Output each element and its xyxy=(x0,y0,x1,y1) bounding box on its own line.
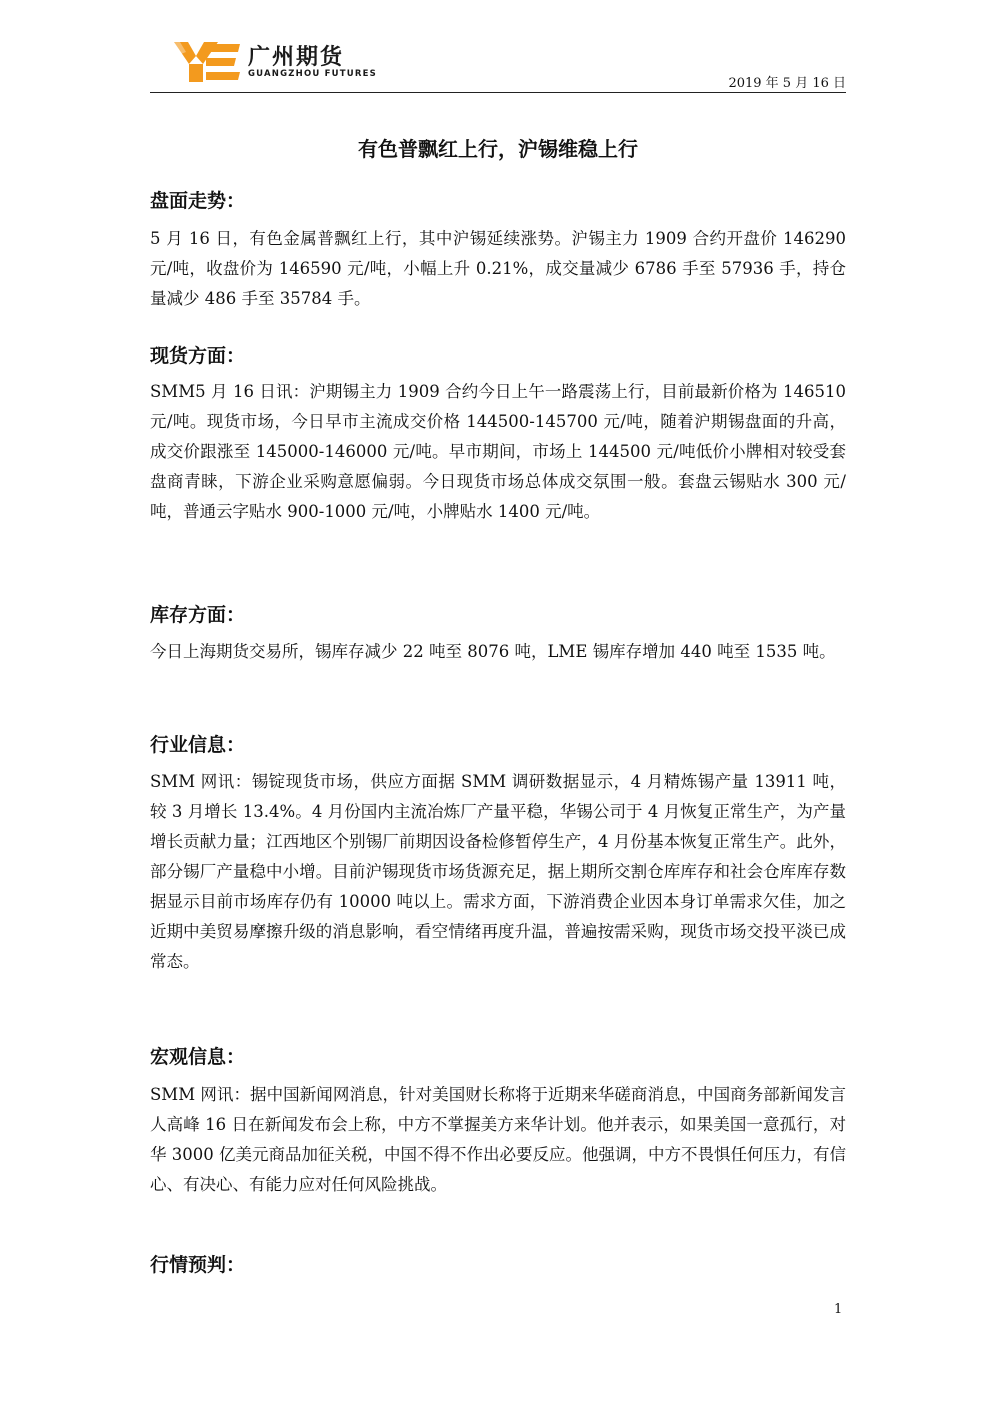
report-date: 2019 年 5 月 16 日 xyxy=(728,76,846,91)
section-heading-outlook: 行情预判： xyxy=(150,1254,246,1276)
company-logo xyxy=(172,40,377,84)
header-divider xyxy=(150,92,846,93)
logo-chinese-name: 广州期货 xyxy=(248,45,345,70)
page-header xyxy=(150,36,846,94)
section-heading-industry: 行业信息： xyxy=(150,734,246,756)
report-title: 有色普飘红上行，沪锡维稳上行 xyxy=(358,137,638,161)
section-heading-market-trend: 盘面走势： xyxy=(150,190,246,212)
section-heading-macro: 宏观信息： xyxy=(150,1046,246,1068)
section-body-industry: SMM 网讯：锡锭现货市场，供应方面据 SMM 调研数据显示，4 月精炼锡产量 13911 吨，较 3 月增长 13.4%。4 月份国内主流冶炼厂产量平稳，华锡公司于 4 月恢复正常生产，为产量增长贡献力量；江西地区个别锡厂前期因设备检修暂停生产，4 月份基本恢复正常生产。此外，部分锡厂产量稳中小增。目前沪锡现货市场货源充足，据上期所交割仓库库存和社会仓库库存数据显示目前市场库存仍有 10000 吨以上。需求方面，下游消费企业因本身订单需求欠佳，加之近期中美贸易摩擦升级的消息影响，看空情绪再度升温，普遍按需采购，现货市场交投平淡已成常态。 xyxy=(150,772,846,971)
section-heading-inventory: 库存方面： xyxy=(150,604,246,626)
section-body-macro: SMM 网讯：据中国新闻网消息，针对美国财长称将于近期来华磋商消息，中国商务部新闻发言人高峰 16 日在新闻发布会上称，中方不掌握美方来华计划。他并表示，如果美国一意孤行，对华 3000 亿美元商品加征关税，中国不得不作出必要反应。他强调，中方不畏惧任何压力，有信心、有决心、有能力应对任何风险挑战。 xyxy=(150,1085,846,1194)
logo-english-name: GUANGZHOU FUTURES xyxy=(248,69,377,79)
section-body-spot: SMM5 月 16 日讯：沪期锡主力 1909 合约今日上午一路震荡上行，目前最新价格为 146510 元/吨。现货市场，今日早市主流成交价格 144500-145700 元/吨，随着沪期锡盘面的升高，成交价跟涨至 145000-146000 元/吨。早市期间，市场上 144500 元/吨低价小牌相对较受套盘商青睐，下游企业采购意愿偏弱。今日现货市场总体成交氛围一般。套盘云锡贴水 300 元/吨，普通云字贴水 900-1000 元/吨，小牌贴水 1400 元/吨。 xyxy=(150,382,846,521)
page-number: 1 xyxy=(834,1302,843,1317)
gzf-logo-icon xyxy=(172,40,242,84)
section-body-market-trend: 5 月 16 日，有色金属普飘红上行，其中沪锡延续涨势。沪锡主力 1909 合约开盘价 146290 元/吨，收盘价为 146590 元/吨，小幅上升 0.21%，成交量减少 6786 手至 57936 手，持仓量减少 486 手至 35784 手。 xyxy=(150,229,846,308)
section-body-inventory: 今日上海期货交易所，锡库存减少 22 吨至 8076 吨，LME 锡库存增加 440 吨至 1535 吨。 xyxy=(150,642,836,661)
section-heading-spot: 现货方面： xyxy=(150,345,246,367)
